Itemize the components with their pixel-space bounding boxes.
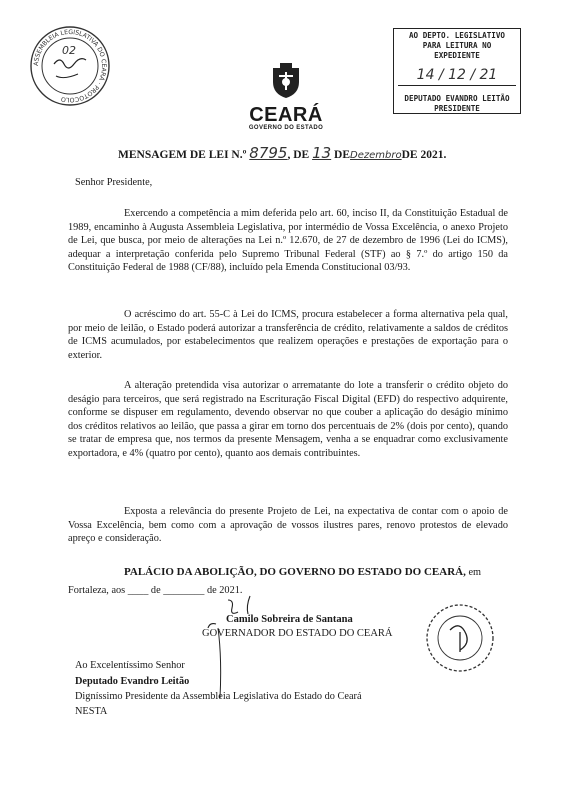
title-year: DE 2021. — [401, 149, 447, 161]
closing-em: em — [468, 567, 482, 578]
message-number: 8795 — [249, 144, 288, 162]
signatory-role: GOVERNADOR DO ESTADO DO CEARÁ — [202, 628, 393, 639]
paragraph-4: Exposta a relevância do presente Projeto de Lei, na expectativa de contar com o apoio de Vossa Excelência, bem como com a aprovação de vossos ilustres pares, renovo protestos de elevado apreço e consideração. — [68, 506, 508, 545]
protocol-seal-text: ASSEMBLEIA LEGISLATIVA DO CEARÁ · PROTOCOLO — [32, 28, 108, 104]
stamp-line1: AO DEPTO. LEGISLATIVO — [408, 31, 505, 40]
recipient-line1: Ao Excelentíssimo Senhor — [75, 660, 185, 671]
state-name: CEARÁ — [249, 104, 323, 126]
recipient-name: Deputado Evandro Leitão — [75, 676, 190, 687]
closing-palace-line — [124, 566, 481, 580]
closing-place-date: Fortaleza, aos ____ de ________ de 2021. — [68, 585, 243, 596]
state-coat-of-arms-icon — [269, 62, 303, 100]
state-logo — [236, 62, 336, 131]
message-month: Dezembro — [350, 150, 402, 161]
state-subtitle: GOVERNO DO ESTADO — [248, 125, 324, 131]
stamp-line4: PRESIDENTE — [434, 104, 480, 113]
stamp-date: 14 / 12 / 21 — [398, 65, 516, 86]
salutation: Senhor Presidente, — [75, 177, 153, 188]
round-seal-icon — [424, 602, 496, 674]
protocol-number: 02 — [62, 44, 76, 57]
title-de2: DE — [334, 149, 351, 161]
paragraph-3: A alteração pretendida visa autorizar o arrematante do lote a transferir o crédito objeto do deságio para terceiros, que será registrado na Escrituração Fiscal Digital (EFD) do respectivo adquirente, conforme se dispuser em regulamento, devendo observar no que couber a aplicação do deságio mínimo dos créditos relativos ao leilão, que passa a girar em torno dos percentuais de 2% (dois por cento), quando se tratar de empresa que, nos termos da presente Mensagem, venha a se enquadrar como exclusivamente exportadora, e 4% (quatro por cento), quanto aos demais contribuintes. — [68, 380, 508, 459]
message-day: 13 — [312, 144, 332, 162]
paragraph-1: Exercendo a competência a mim deferida pelo art. 60, inciso II, da Constituição Estadual de 1989, encaminho à Augusta Assembleia Legislativa, por intermédio de Vossa Excelência, o anexo Projeto de Lei, que busca, por meio de alterações na Lei n.º 12.670, de 27 de dezembro de 1996 (Lei do ICMS), adequar a interpretação conferida pelo Supremo Tribunal Federal (STF) ao § 7.º do artigo 150 da Constituição Federal de 1988 (CF/88), incluído pela Emenda Constitucional 03/93. — [68, 208, 508, 274]
title-de1: , DE — [287, 149, 310, 161]
protocol-seal-stamp — [28, 24, 112, 108]
recipient-nesta: NESTA — [75, 706, 108, 717]
title-prefix: MENSAGEM DE LEI N.º — [118, 149, 247, 161]
stamp-line3: DEPUTADO EVANDRO LEITÃO — [404, 94, 510, 103]
legislative-dispatch-stamp — [393, 28, 521, 114]
stamp-line2: PARA LEITURA NO EXPEDIENTE — [422, 41, 492, 60]
protocol-seal-icon — [28, 24, 112, 108]
closing-palace: PALÁCIO DA ABOLIÇÃO, DO GOVERNO DO ESTADO DO CEARÁ, — [124, 566, 466, 578]
recipient-title: Digníssimo Presidente da Assembleia Legislativa do Estado do Ceará — [75, 691, 362, 702]
signatory-name: Camilo Sobreira de Santana — [226, 614, 353, 625]
svg-text:ASSEMBLEIA LEGISLATIVA DO CEAR — [33, 29, 107, 103]
paragraph-2: O acréscimo do art. 55-C à Lei do ICMS, procura estabelecer a forma alternativa pela qual, por meio de leilão, o Estado poderá autorizar a transferência de crédito, relativamente a saldos de créditos de ICMS acumulados, por estabelecimentos que realizem operações e prestações de exportação para o exterior. — [68, 309, 508, 361]
message-title — [118, 144, 446, 162]
